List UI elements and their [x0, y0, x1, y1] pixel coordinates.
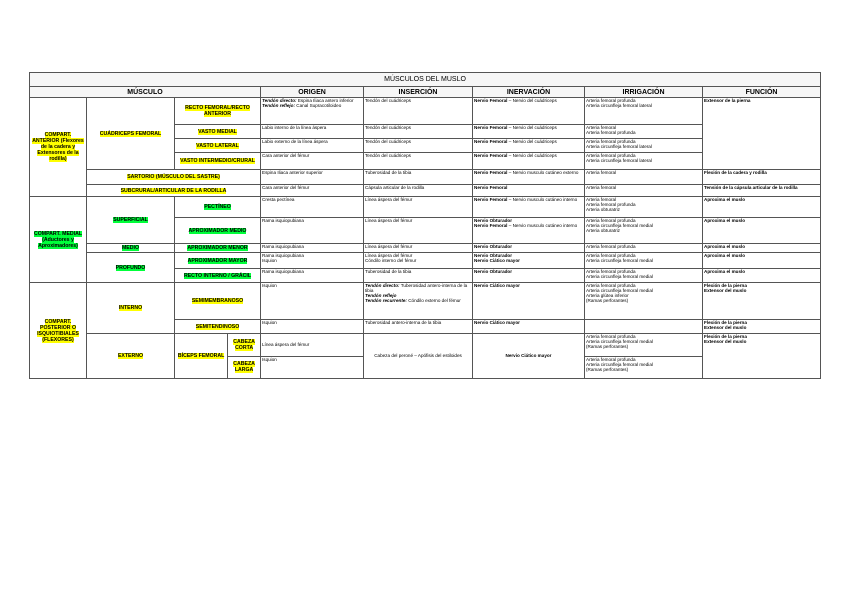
irrigacion-vasto-medial — [585, 125, 703, 139]
insercion-aprox-menor: Línea áspera del fémur — [364, 244, 473, 253]
irrigacion-vasto-lateral — [585, 139, 703, 153]
muscle-vasto-lateral-cell — [175, 139, 261, 153]
funcion-subcrural — [703, 185, 821, 197]
irrigacion-semimembranoso — [585, 283, 703, 320]
muscle-aprox-menor-cell — [175, 244, 261, 253]
label-tendon-reflejo: Tendón reflejo: — [262, 103, 296, 109]
table-row — [30, 253, 821, 269]
nerve-label: Nervio Obturador — [474, 244, 513, 249]
value: Cóndilo interno del fémur — [365, 258, 417, 264]
muscle-sartorio: SARTORIO (MÚSCULO DEL SASTRE) — [127, 174, 220, 180]
group-medio: MEDIO — [121, 245, 139, 251]
value: – Nervio musculo cutáneo interno — [508, 197, 578, 202]
inervacion-semitendinoso — [473, 320, 585, 334]
value: Tuberosidad antero-interna de la tibia — [365, 283, 468, 294]
artery: Arteria femoral profunda — [586, 356, 636, 362]
inervacion-aprox-menor — [473, 244, 585, 253]
muscle-recto-interno-cell — [175, 269, 261, 283]
group-cuadriceps: CUÁDRICEPS FEMORAL — [99, 130, 162, 137]
muscle-recto-femoral: RECTO FEMORAL/RECTO ANTERIOR — [185, 105, 250, 117]
artery: Arteria femoral profunda — [586, 269, 636, 274]
compartment-medial-cell — [30, 197, 87, 283]
origen-subcrural: Cara anterior del fémur — [261, 185, 364, 197]
value: Línea áspera del fémur — [365, 253, 413, 258]
origen-sartorio: Espina Iliaca anterior superior — [261, 170, 364, 185]
muscle-aprox-mayor-cell — [175, 253, 261, 269]
table-row — [30, 244, 821, 253]
artery: Arteria femoral — [586, 125, 617, 130]
irrigacion-sartorio: Arteria femoral — [585, 170, 703, 185]
origen-pectineo: Cresta pectínea — [261, 197, 364, 218]
artery: Arteria femoral — [586, 197, 617, 202]
muscle-cabeza-larga: CABEZA LARGA — [233, 361, 255, 374]
compartment-medial: COMPART. MEDIAL (Aductores y Aproximadores) — [33, 230, 83, 249]
function-text: Flexión de la pierna — [704, 334, 747, 339]
funcion-aprox-menor — [703, 244, 821, 253]
header-origen: ORIGEN — [261, 87, 364, 98]
value: – Nervio del cuádriceps — [508, 139, 557, 144]
inervacion-aprox-medio — [473, 218, 585, 244]
muscle-aproximador-mayor: APROXIMADOR MAYOR — [187, 257, 248, 264]
funcion-recto-interno — [703, 269, 821, 283]
header-irrigacion: IRRIGACIÓN — [585, 87, 703, 98]
nerve-label: Nervio Femoral — [474, 139, 508, 144]
irrigacion-aprox-menor: Arteria femoral profunda — [585, 244, 703, 253]
nerve-label: Nervio Obturador — [474, 269, 513, 274]
insercion-recto: Tendón del cuádriceps — [364, 98, 473, 125]
origen-aprox-menor: Rama isquiopubiana — [261, 244, 364, 253]
insercion-pectineo: Línea áspera del fémur — [364, 197, 473, 218]
header-inervacion: INERVACIÓN — [473, 87, 585, 98]
muscle-vasto-intermedio-cell — [175, 153, 261, 170]
value: – Nervio del cuádriceps — [508, 153, 557, 158]
irrigacion-cabeza-corta — [585, 334, 703, 357]
funcion-pectineo — [703, 197, 821, 218]
table-row — [30, 185, 821, 197]
artery: (Ramas perforantes) — [586, 366, 629, 372]
nerve-label: Nervio Ciático mayor — [474, 283, 520, 288]
artery: Arteria circunfleja femoral medial — [586, 288, 653, 294]
label-tendon-directo: Tendón directo: — [365, 283, 400, 288]
artery: Arteria femoral profunda — [586, 139, 636, 144]
nerve-label: Nervio Femoral — [474, 223, 508, 229]
insercion-vasto-medial: Tendón del cuádriceps — [364, 125, 473, 139]
insercion-vasto-lateral: Tendón del cuádriceps — [364, 139, 473, 153]
irrigacion-subcrural: Arteria femoral — [585, 185, 703, 197]
muscle-subcrural: SUBCRURAL/ARTICULAR DE LA RODILLA — [120, 187, 227, 194]
nerve-label: Nervio Femoral — [474, 153, 508, 158]
table-title: MÚSCULOS DEL MUSLO — [30, 73, 821, 87]
function-text: Extensor de la pierna — [704, 98, 751, 103]
value: – Nervio del cuádriceps — [508, 125, 557, 130]
origen-cabeza-larga: Isquion — [261, 356, 364, 379]
muscle-pectineo: PECTÍNEO — [204, 204, 231, 210]
group-externo: EXTERNO — [117, 353, 144, 359]
artery: Arteria femoral profunda — [586, 98, 636, 103]
inervacion-biceps — [473, 334, 585, 379]
funcion-cuadriceps — [703, 98, 821, 170]
inervacion-sartorio — [473, 170, 585, 185]
muscle-semitendinoso-cell — [175, 320, 261, 334]
origen-vasto-lateral: Labio externo de la línea áspera — [261, 139, 364, 153]
muscle-aproximador-medio: APROXIMADOR MEDIO — [188, 227, 247, 234]
table-row — [30, 98, 821, 125]
artery: Arteria femoral profunda — [586, 153, 636, 158]
value: – Nervio del cuádriceps — [508, 98, 557, 103]
artery: Arteria circunfleja femoral lateral — [586, 144, 652, 150]
artery: Arteria femoral profunda — [586, 334, 636, 339]
insercion-biceps: Cabeza del peroné – Apófisis del estiloides — [364, 334, 473, 379]
nerve-label: Nervio Femoral — [474, 185, 508, 190]
insercion-sartorio: Tuberosidad de la tibia — [364, 170, 473, 185]
value: – Nervio musculo cutáneo interno — [508, 223, 578, 229]
funcion-sartorio — [703, 170, 821, 185]
function-text: Extensor del muslo — [704, 325, 747, 331]
muscle-semimembranoso: SEMIMEMBRANOSO — [191, 298, 244, 304]
group-medio-cell — [87, 244, 175, 253]
muscle-sartorio-cell — [87, 170, 261, 185]
muscle-cabeza-larga-cell — [228, 356, 260, 378]
origen-vasto-medial: Labio interno de la línea áspera — [261, 125, 364, 139]
function-text: Flexión de la cadera y rodilla — [704, 170, 767, 175]
artery: Arteria femoral profunda — [586, 218, 636, 223]
value: Cóndilo externo del fémur — [408, 298, 461, 304]
nerve-label: Nervio Obturador — [474, 218, 513, 223]
funcion-aprox-medio — [703, 218, 821, 244]
origen-semitendinoso: Isquion — [261, 320, 364, 334]
inervacion-vasto-lateral — [473, 139, 585, 153]
artery: Arteria circunfleja femoral medial — [586, 223, 653, 229]
irrigacion-aprox-medio — [585, 218, 703, 244]
inervacion-recto-interno — [473, 269, 585, 283]
insercion-semimembranoso — [364, 283, 473, 320]
inervacion-subcrural — [473, 185, 585, 197]
table-row — [30, 283, 821, 320]
header-funcion: FUNCIÓN — [703, 87, 821, 98]
function-text: Aproxima el muslo — [704, 244, 746, 249]
origen-recto-interno: Rama isquiopubiana — [261, 269, 364, 283]
muscle-semimembranoso-cell — [175, 283, 261, 320]
nerve-label: Nervio Obturador — [474, 253, 513, 258]
artery: Arteria circunfleja femoral medial — [586, 361, 653, 367]
muscle-cabeza-corta-cell — [228, 334, 260, 356]
insercion-aprox-medio: Línea áspera del fémur — [364, 218, 473, 244]
function-text: Extensor del muslo — [704, 288, 747, 294]
biceps-subtable — [175, 334, 260, 378]
origen-vasto-intermedio: Cara anterior del fémur — [261, 153, 364, 170]
function-text: Aproxima el muslo — [704, 197, 746, 202]
group-superficial: SUPERFICIAL — [113, 217, 148, 223]
table-row — [30, 197, 821, 218]
muscle-subcrural-cell — [87, 185, 261, 197]
inervacion-recto — [473, 98, 585, 125]
origen-aprox-mayor — [261, 253, 364, 269]
muscle-recto-interno: RECTO INTERNO / GRÁCIL — [183, 272, 252, 279]
irrigacion-recto-interno — [585, 269, 703, 283]
muscle-vasto-medial-cell — [175, 125, 261, 139]
muscle-aprox-medio-cell — [175, 218, 261, 244]
origen-cabeza-corta: Línea áspera del fémur — [261, 334, 364, 357]
nerve-label: Nervio Ciático mayor — [474, 258, 520, 264]
compartment-posterior: COMPART. POSTERIOR O ISQUIOTIBIALES (FLEXORES) — [37, 318, 79, 343]
artery: Arteria femoral profunda — [586, 283, 636, 288]
group-profundo-cell — [87, 253, 175, 283]
muscle-semitendinoso: SEMITENDINOSO — [195, 323, 240, 330]
inervacion-vasto-medial — [473, 125, 585, 139]
artery: Arteria obturatriz — [586, 207, 620, 213]
insercion-subcrural: Cápsula articular de la rodilla — [364, 185, 473, 197]
inervacion-vasto-intermedio — [473, 153, 585, 170]
label-tendon-reflejo: Tendón reflejo — [365, 293, 397, 299]
compartment-posterior-cell — [30, 283, 87, 379]
artery: Arteria femoral profunda — [586, 130, 636, 136]
header-musculo: MÚSCULO — [30, 87, 261, 98]
muscle-recto-cell — [175, 98, 261, 125]
inervacion-pectineo — [473, 197, 585, 218]
artery: Arteria circunfleja femoral lateral — [586, 103, 652, 109]
group-interno-cell — [87, 283, 175, 334]
artery: (Ramas perforantes) — [586, 344, 629, 350]
value: Canal Supracotiloideo — [296, 103, 342, 109]
irrigacion-recto — [585, 98, 703, 125]
value: Espina Iliaca antero inferior — [297, 98, 354, 103]
value: – Nervio musculo cutáneo externo — [508, 170, 579, 175]
artery: Arteria circunfleja femoral medial — [586, 274, 653, 280]
biceps-cell — [175, 334, 261, 379]
artery: Arteria circunfleja femoral medial — [586, 339, 653, 345]
label-tendon-recurrente: Tendón recurrente: — [365, 298, 407, 304]
group-biceps-femoral: BÍCEPS FEMORAL — [177, 353, 225, 359]
artery: Arteria femoral profunda — [586, 253, 636, 258]
artery: Arteria glútea inferior — [586, 293, 629, 299]
irrigacion-pectineo — [585, 197, 703, 218]
compartment-anterior: COMPART. ANTERIOR (Flexores de la cadera y Extensores de la rodilla) — [32, 132, 84, 162]
function-text: Flexión de la pierna — [704, 283, 747, 288]
muscle-vasto-medial: VASTO MEDIAL — [198, 128, 237, 135]
function-text: Tensión de la cápsula articular de la rodilla — [704, 185, 798, 190]
function-text: Aproxima el muslo — [704, 218, 746, 223]
insercion-semitendinoso: Tuberosidad antero-interna de la tibia — [364, 320, 473, 334]
funcion-biceps — [703, 334, 821, 379]
muscle-vasto-intermedio: VASTO INTERMEDIO/CRURAL — [180, 158, 255, 164]
muscle-table — [29, 72, 821, 379]
function-text: Flexión de la pierna — [704, 320, 747, 325]
value: Isquion — [262, 258, 277, 264]
function-text: Extensor del muslo — [704, 339, 747, 345]
muscle-cabeza-corta: CABEZA CORTA — [233, 338, 255, 351]
origen-aprox-medio: Rama isquiopubiana — [261, 218, 364, 244]
origen-recto — [261, 98, 364, 125]
origen-semimembranoso: Isquion — [261, 283, 364, 320]
group-profundo: PROFUNDO — [115, 264, 146, 271]
nerve-label: Nervio Ciático mayor — [505, 353, 552, 359]
inervacion-semimembranoso — [473, 283, 585, 320]
compartment-anterior-cell — [30, 98, 87, 197]
nerve-label: Nervio Femoral — [474, 197, 508, 202]
nerve-label: Nervio Femoral — [474, 125, 508, 130]
funcion-aprox-mayor — [703, 253, 821, 269]
insercion-vasto-intermedio: Tendón del cuádriceps — [364, 153, 473, 170]
value: Rama isquiopubiana — [262, 253, 304, 258]
funcion-semimembranoso — [703, 283, 821, 320]
insercion-aprox-mayor — [364, 253, 473, 269]
insercion-recto-interno: Tuberosidad de la tibia — [364, 269, 473, 283]
group-interno: INTERNO — [118, 305, 143, 311]
irrigacion-cabeza-larga — [585, 356, 703, 379]
group-biceps-cell — [175, 334, 228, 378]
artery: Arteria circunfleja femoral medial — [586, 258, 653, 264]
group-externo-cell — [87, 334, 175, 379]
irrigacion-aprox-mayor — [585, 253, 703, 269]
nerve-label: Nervio Femoral — [474, 170, 508, 175]
muscle-vasto-lateral: VASTO LATERAL — [196, 142, 239, 149]
group-cuadriceps-cell — [87, 98, 175, 170]
nerve-label: Nervio Femoral — [474, 98, 508, 103]
artery: Arteria femoral profunda — [586, 202, 636, 208]
function-text: Aproxima el muslo — [704, 253, 746, 258]
table-row — [30, 334, 821, 357]
funcion-semitendinoso — [703, 320, 821, 334]
group-superficial-cell — [87, 197, 175, 244]
function-text: Aproxima el muslo — [704, 269, 746, 274]
irrigacion-semitendinoso — [585, 320, 703, 334]
muscle-pectineo-cell — [175, 197, 261, 218]
inervacion-aprox-mayor — [473, 253, 585, 269]
table-row — [30, 170, 821, 185]
label-tendon-directo: Tendón directo: — [262, 98, 297, 103]
artery: Arteria obturatriz — [586, 228, 620, 234]
irrigacion-vasto-intermedio — [585, 153, 703, 170]
muscle-aproximador-menor: APROXIMADOR MENOR — [187, 245, 248, 251]
nerve-label: Nervio Ciático mayor — [474, 320, 520, 325]
artery: Arteria circunfleja femoral lateral — [586, 158, 652, 164]
artery: (Ramas perforantes) — [586, 298, 629, 304]
header-insercion: INSERCIÓN — [364, 87, 473, 98]
